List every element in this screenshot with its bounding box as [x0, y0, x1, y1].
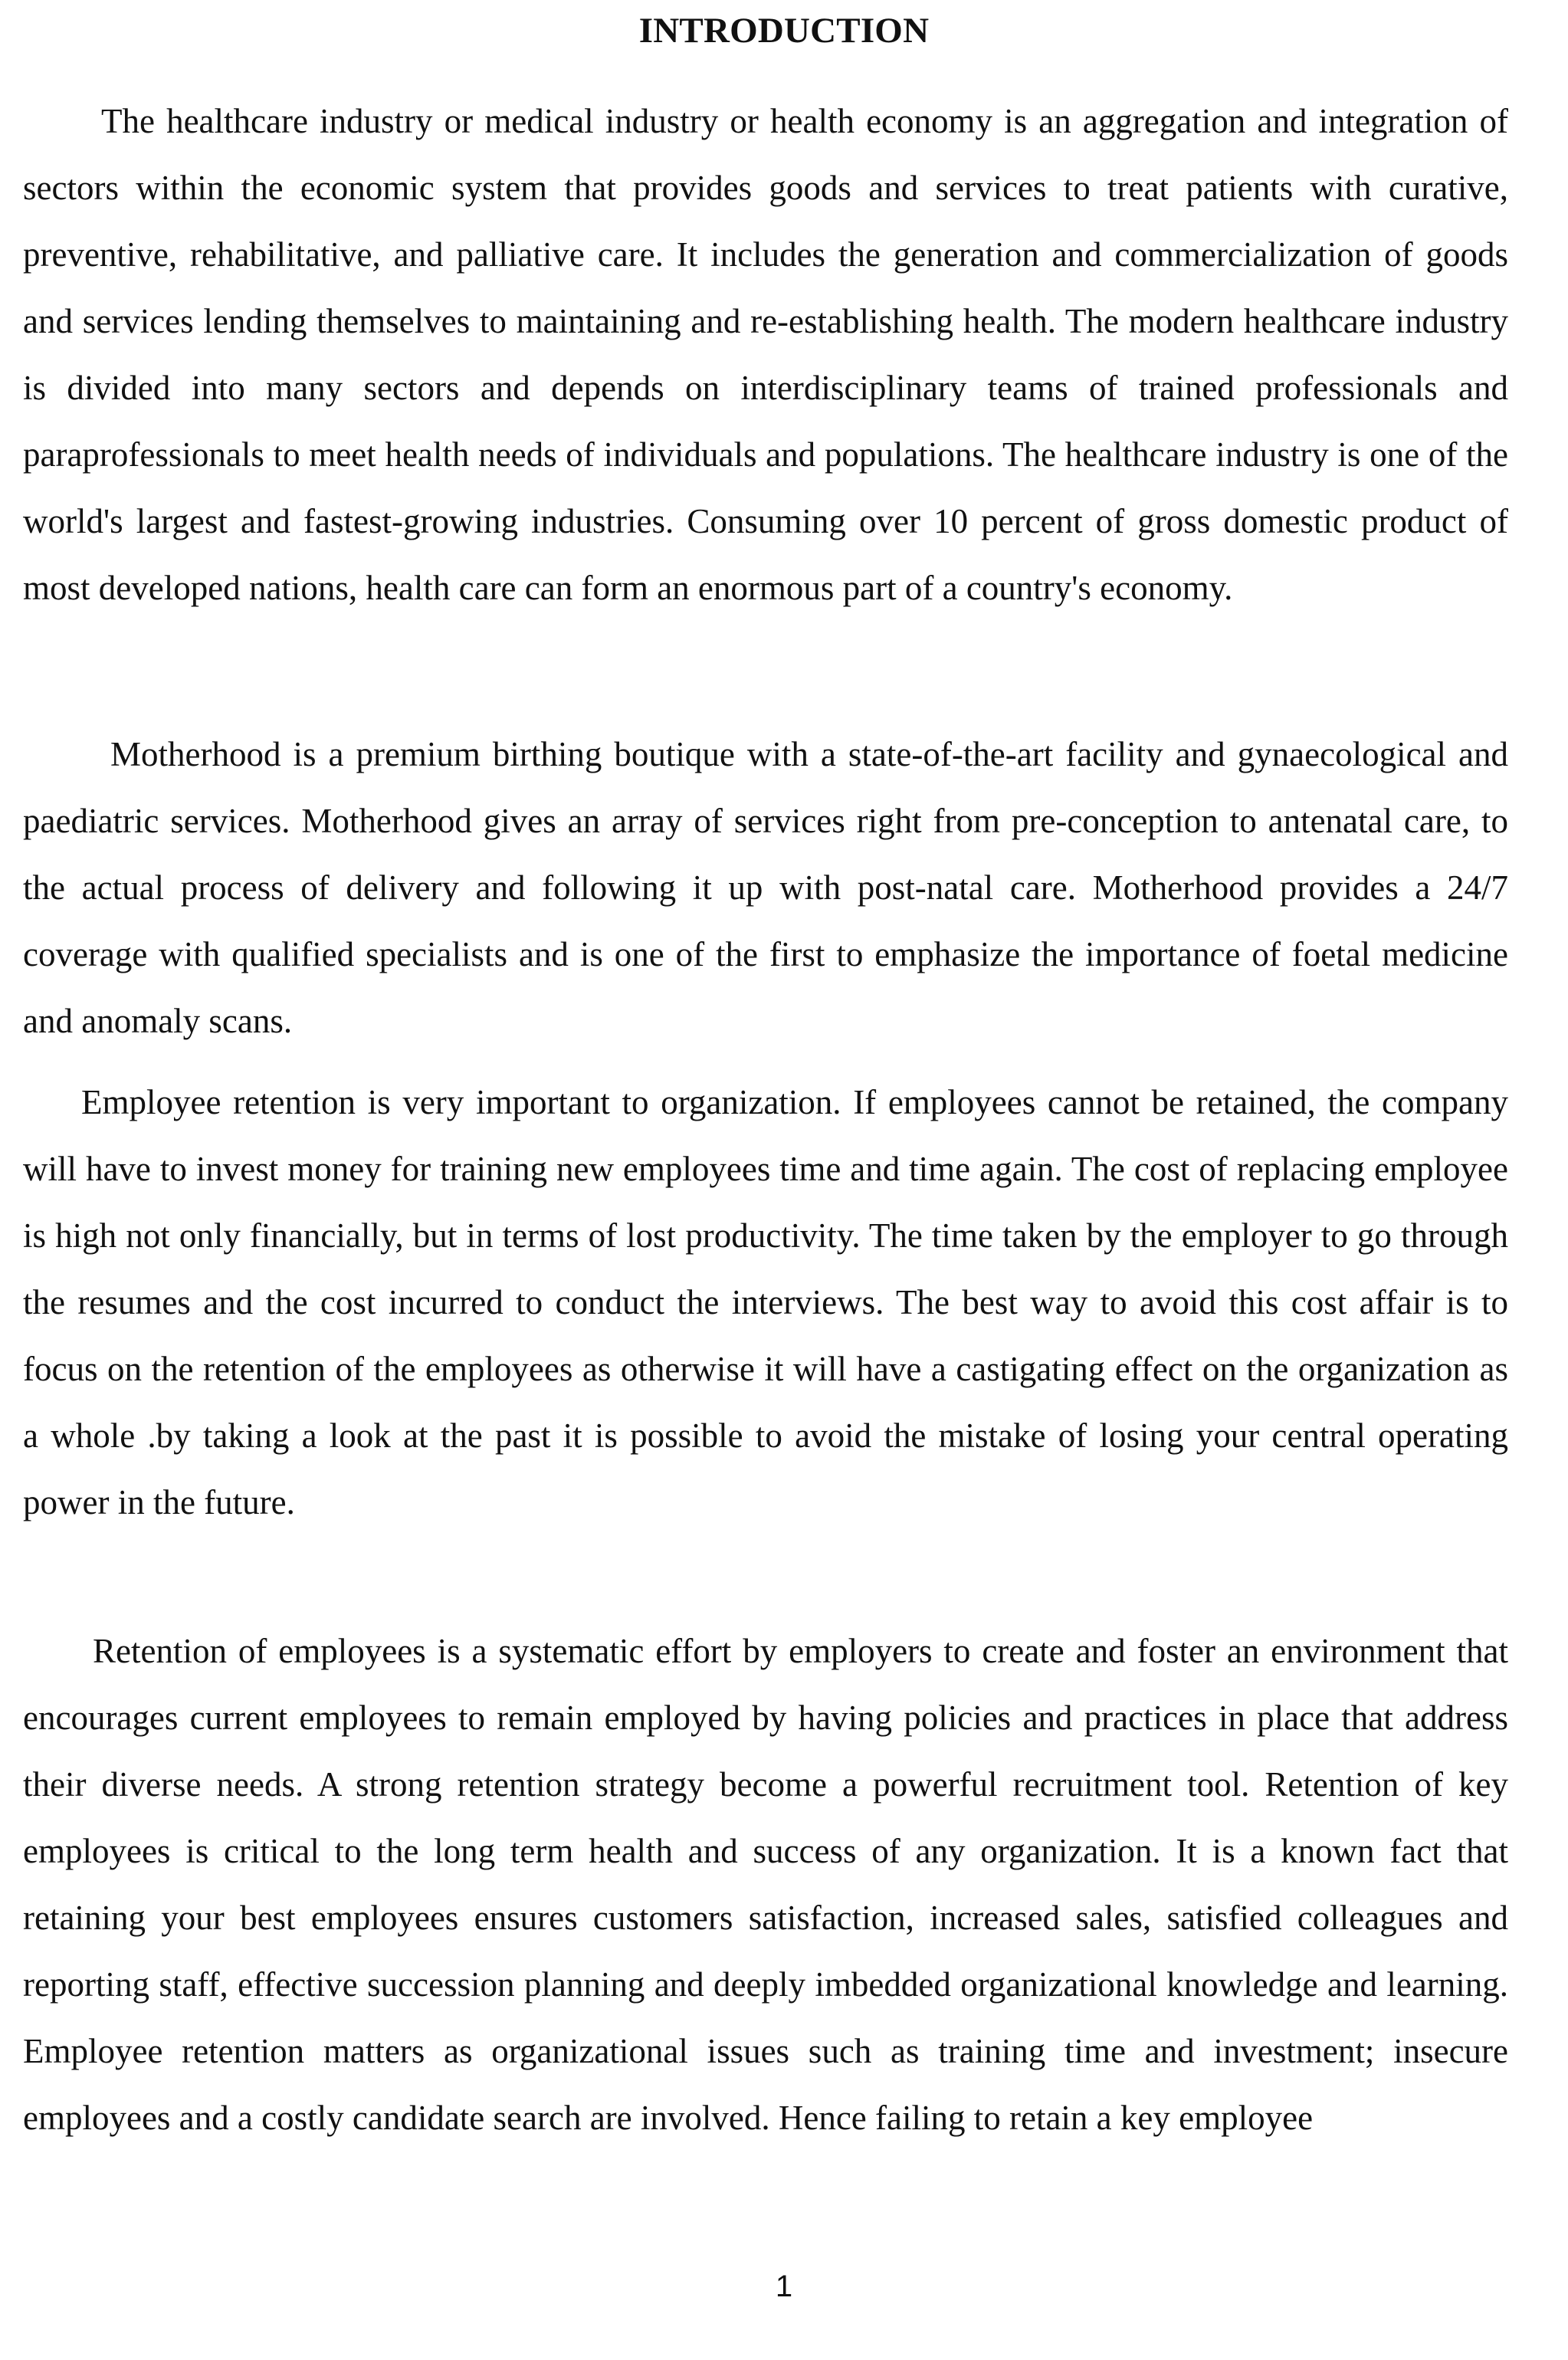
paragraph-motherhood: Motherhood is a premium birthing boutique with a state-of-the-art facility and gynaecological and paediatric services. Motherhood gives an array of services right from pre-conception to antenatal care, to the actual process of delivery and following it up with post-natal care. Motherhood provides a 24/7 coverage with qualified specialists and is one of the first to emphasize the importance of foetal medicine and anomaly scans. [23, 735, 1508, 1040]
page-title: INTRODUCTION [638, 11, 930, 51]
paragraph-employee-retention-importance: Employee retention is very important to organization. If employees cannot be retained, the company will have to invest money for training new employees time and time again. The cost of replacing employee is high not only financially, but in terms of lost productivity. The time taken by the employer to go through the resumes and the cost incurred to conduct the interviews. The best way to avoid this cost affair is to focus on the retention of the employees as otherwise it will have a castigating effect on the organization as a whole .by taking a look at the past it is possible to avoid the mistake of losing your central operating power in the future. [23, 1083, 1508, 1521]
paragraph-healthcare-industry: The healthcare industry or medical industry or health economy is an aggregation and integration of sectors within the economic system that provides goods and services to treat patients with curative, preventive, rehabilitative, and palliative care. It includes the generation and commercialization of goods and services lending themselves to maintaining and re-establishing health. The modern healthcare industry is divided into many sectors and depends on interdisciplinary teams of trained professionals and paraprofessionals to meet health needs of individuals and populations. The healthcare industry is one of the world's largest and fastest-growing industries. Consuming over 10 percent of gross domestic product of most developed nations, health care can form an enormous part of a country's economy. [23, 102, 1508, 607]
paragraph-retention-strategy: Retention of employees is a systematic effort by employers to create and foster an environment that encourages current employees to remain employed by having policies and practices in place that address their diverse needs. A strong retention strategy become a powerful recruitment tool. Retention of key employees is critical to the long term health and success of any organization. It is a known fact that retaining your best employees ensures customers satisfaction, increased sales, satisfied colleagues and reporting staff, effective succession planning and deeply imbedded organizational knowledge and learning. Employee retention matters as organizational issues such as training time and investment; insecure employees and a costly candidate search are involved. Hence failing to retain a key employee [23, 1632, 1508, 2137]
page-number: 1 [775, 2270, 793, 2303]
